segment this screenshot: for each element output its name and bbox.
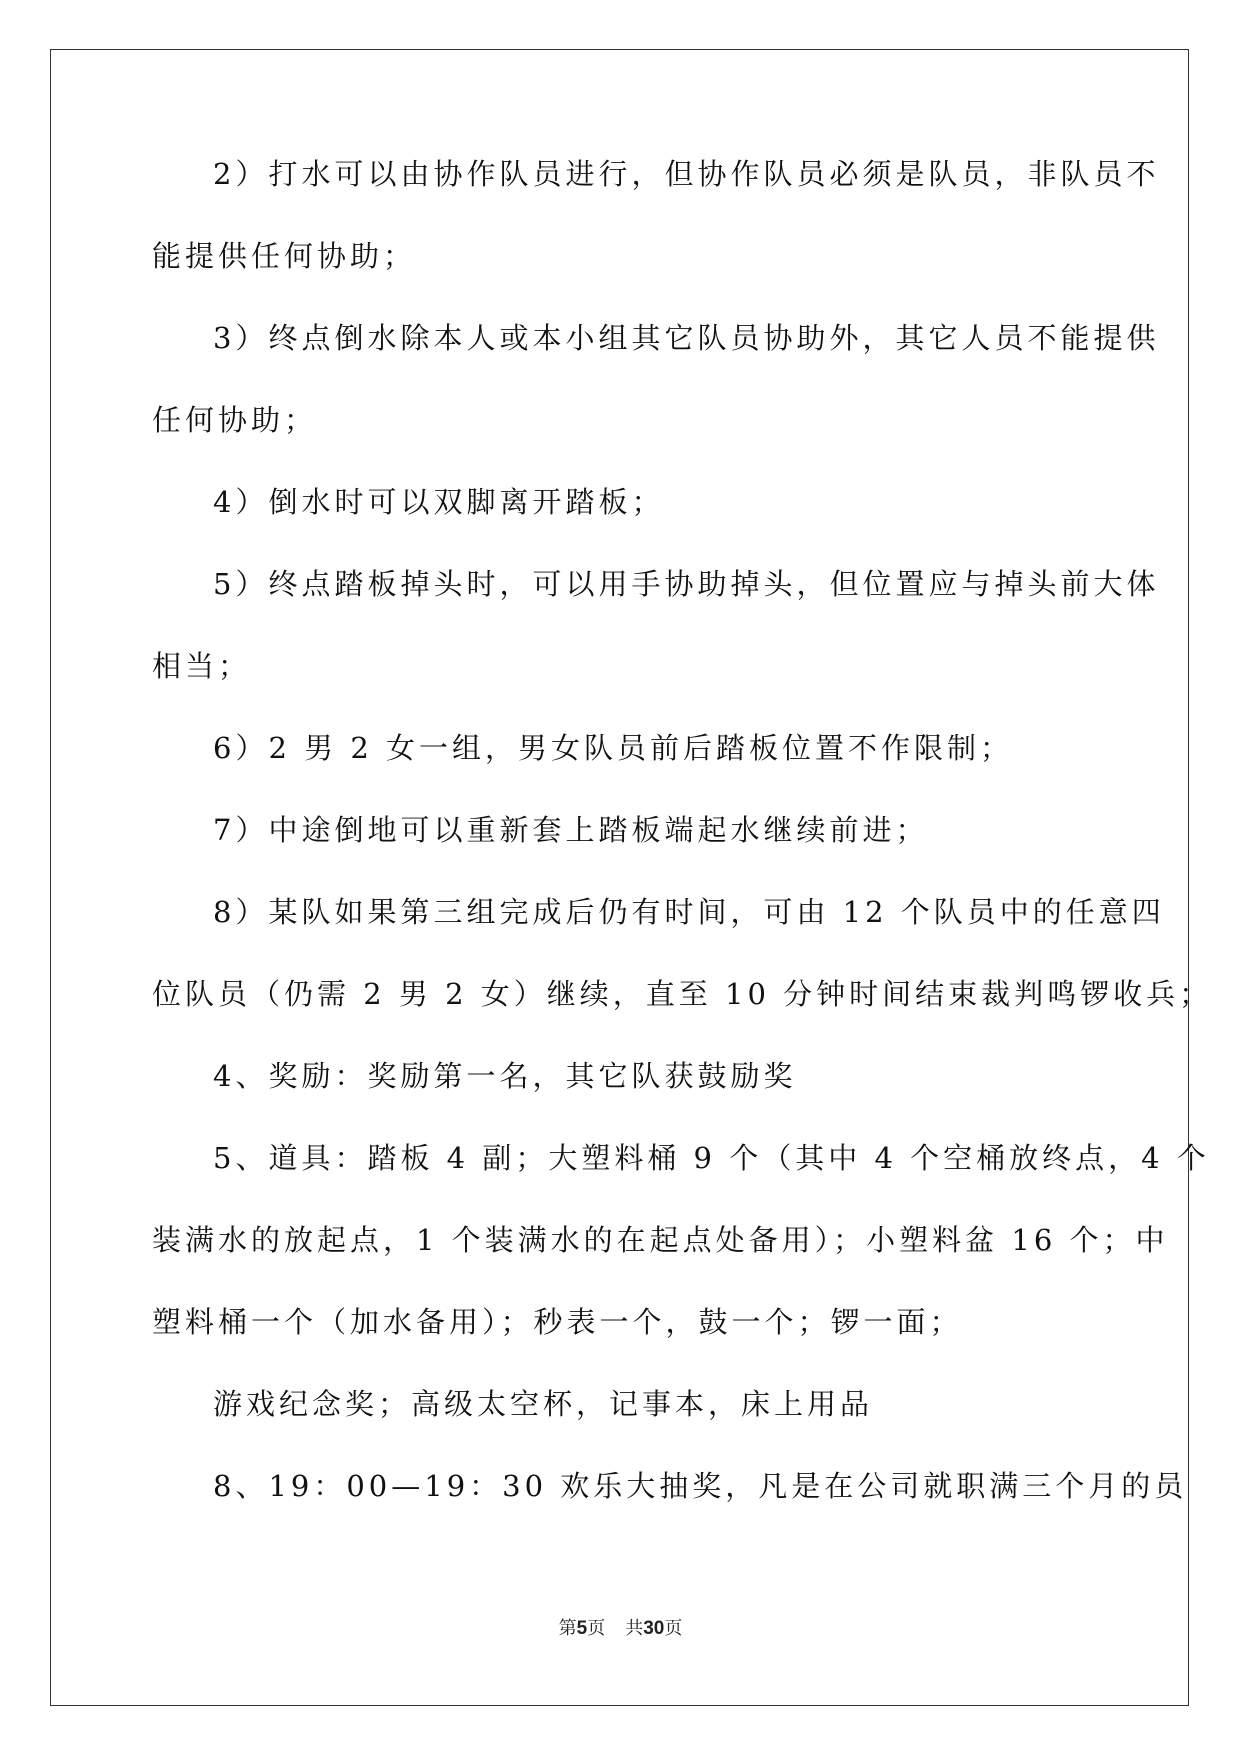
page-footer — [0, 1614, 1241, 1640]
paragraph-line: 塑料桶一个（加水备用）；秒表一个，鼓一个；锣一面； — [152, 1305, 963, 1339]
paragraph-line: 装满水的放起点，1 个装满水的在起点处备用）；小塑料盆 16 个；中 — [152, 1223, 1169, 1257]
total-suffix: 页 — [664, 1618, 683, 1639]
paragraph-line: 位队员（仍需 2 男 2 女）继续，直至 10 分钟时间结束裁判鸣锣收兵； — [152, 977, 1213, 1011]
current-page-number: 5 — [576, 1618, 588, 1639]
total-prefix: 共 — [625, 1618, 644, 1639]
paragraph-line: 8）某队如果第三组完成后仍有时间，可由 12 个队员中的任意四 — [213, 895, 1165, 929]
paragraph-line: 任何协助； — [152, 403, 318, 437]
paragraph-line: 2）打水可以由协作队员进行，但协作队员必须是队员，非队员不 — [213, 157, 1160, 191]
document-body — [152, 154, 1213, 1548]
paragraph-line: 游戏纪念奖；高级太空杯，记事本，床上用品 — [213, 1387, 874, 1421]
paragraph-line: 5）终点踏板掉头时，可以用手协助掉头，但位置应与掉头前大体 — [213, 567, 1160, 601]
paragraph-line: 相当； — [152, 649, 252, 683]
paragraph-line: 6）2 男 2 女一组，男女队员前后踏板位置不作限制； — [213, 731, 1014, 765]
paragraph-line: 能提供任何协助； — [152, 239, 417, 273]
paragraph-line: 7）中途倒地可以重新套上踏板端起水继续前进； — [213, 813, 929, 847]
page-suffix: 页 — [587, 1618, 606, 1639]
paragraph-line: 8、19：00—19：30 欢乐大抽奖，凡是在公司就职满三个月的员 — [213, 1469, 1188, 1503]
paragraph-line: 5、道具：踏板 4 副；大塑料桶 9 个（其中 4 个空桶放终点，4 个 — [213, 1141, 1210, 1175]
paragraph-line: 3）终点倒水除本人或本小组其它队员协助外，其它人员不能提供 — [213, 321, 1160, 355]
page-prefix: 第 — [558, 1618, 577, 1639]
paragraph-line: 4）倒水时可以双脚离开踏板； — [213, 485, 665, 519]
total-pages-number: 30 — [643, 1618, 665, 1639]
paragraph-line: 4、奖励：奖励第一名，其它队获鼓励奖 — [213, 1059, 797, 1093]
